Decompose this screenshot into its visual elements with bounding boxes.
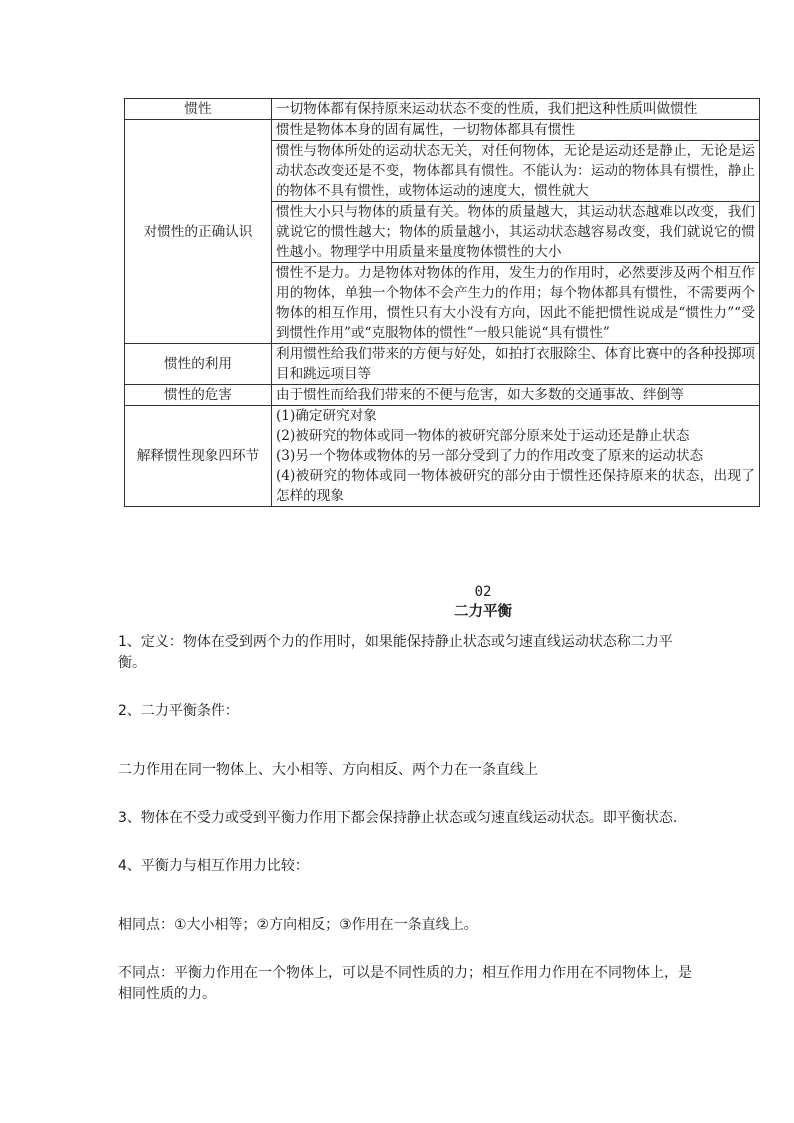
step-item: (2)被研究的物体或同一物体的被研究部分原来处于运动还是静止状态: [276, 428, 690, 444]
table-row: [125, 385, 760, 406]
row-cell: [272, 120, 760, 141]
section-title: 二力平衡: [454, 603, 512, 620]
paragraph-definition: 1、定义：物体在受到两个力的作用时，如果能保持静止状态或匀速直线运动状态称二力平衡。: [118, 634, 673, 671]
inertia-table: [124, 98, 760, 507]
cell-text: 惯性是物体本身的固有属性，一切物体都具有惯性: [276, 122, 576, 138]
paragraph-condition-heading: 2、二力平衡条件：: [118, 703, 239, 719]
table-row: [125, 406, 760, 507]
row-cell: [272, 202, 760, 263]
paragraph-condition: 二力作用在同一物体上、大小相等、方向相反、两个力在一条直线上: [118, 762, 538, 778]
row-cell: [272, 263, 760, 344]
row-cell: [272, 99, 760, 120]
paragraph-differences: 不同点：平衡力作用在一个物体上，可以是不同性质的力；相互作用力作用在不同物体上，是相同性质的力。: [118, 965, 692, 1002]
cell-text: 利用惯性给我们带来的方便与好处，如拍打衣服除尘、体育比赛中的各种投掷项目和跳远项目等: [276, 346, 755, 382]
cell-text: 惯性大小只与物体的质量有关。物体的质量越大，其运动状态越难以改变，我们就说它的惯性越大；物体的质量越小，其运动状态越容易改变，我们就说它的惯性越小。物理学中用质量来量度物体惯性的大小: [276, 204, 755, 260]
step-item: (4)被研究的物体或同一物体被研究的部分由于惯性还保持原来的状态，出现了怎样的现象: [276, 468, 755, 504]
cell-text: 一切物体都有保持原来运动状态不变的性质，我们把这种性质叫做惯性: [276, 101, 698, 117]
row-label-inertia: 惯性: [125, 99, 272, 120]
row-label-four-steps: 解释惯性现象四环节: [125, 406, 272, 507]
row-cell: [272, 385, 760, 406]
cell-text: 由于惯性而给我们带来的不便与危害，如大多数的交通事故、绊倒等: [276, 387, 684, 403]
table-row: [125, 120, 760, 141]
table-row: [125, 344, 760, 385]
paragraph-similarities: 相同点：①大小相等；②方向相反；③作用在一条直线上。: [118, 917, 478, 933]
section-two-force-balance: [118, 582, 698, 1032]
table-row: [125, 99, 760, 120]
step-item: (3)另一个物体或物体的另一部分受到了力的作用改变了原来的运动状态: [276, 448, 704, 464]
paragraph-comparison-heading: 4、平衡力与相互作用力比较：: [118, 858, 309, 874]
row-label-utilization: 惯性的利用: [125, 344, 272, 385]
row-label-correct-understanding: 对惯性的正确认识: [125, 120, 272, 344]
step-item: (1)确定研究对象: [276, 408, 377, 424]
section-number: 02: [474, 584, 492, 600]
row-cell: [272, 406, 760, 507]
row-cell: [272, 344, 760, 385]
paragraph-balance-state: 3、物体在不受力或受到平衡力作用下都会保持静止状态或匀速直线运动状态。即平衡状态.: [118, 810, 678, 826]
row-cell: [272, 141, 760, 202]
cell-text: 惯性不是力。力是物体对物体的作用，发生力的作用时，必然要涉及两个相互作用的物体，单独一个物体不会产生力的作用；每个物体都具有惯性，不需要两个物体的相互作用，惯性只有大小没有方向，因此不能把惯性说成是“惯性力”“受到惯性作用”或“克服物体的惯性”一般只能说“具有惯性”: [276, 265, 755, 341]
cell-text: 惯性与物体所处的运动状态无关，对任何物体，无论是运动还是静止，无论是运动状态改变还是不变，物体都具有惯性。不能认为：运动的物体具有惯性，静止的物体不具有惯性，或物体运动的速度大，惯性就大: [276, 143, 755, 199]
row-label-hazard: 惯性的危害: [125, 385, 272, 406]
